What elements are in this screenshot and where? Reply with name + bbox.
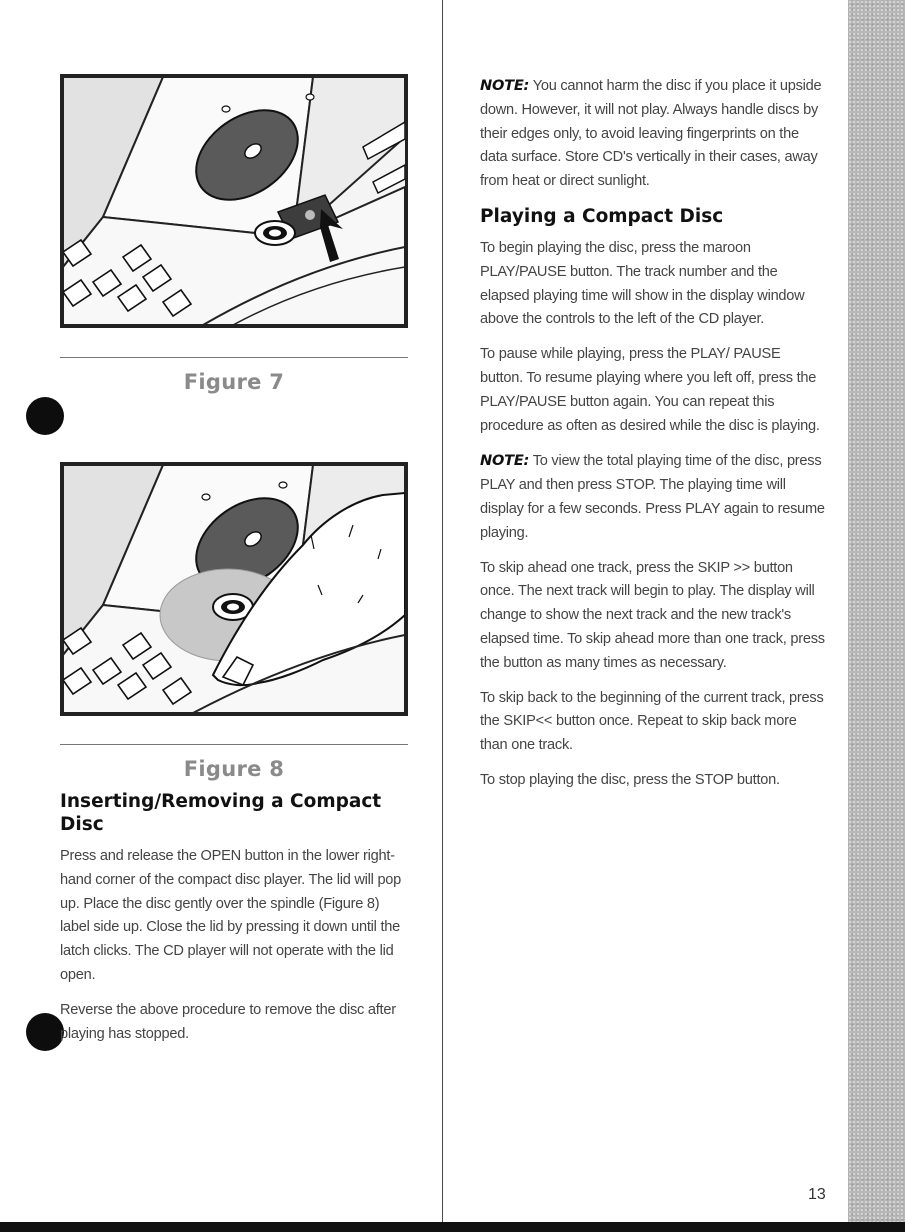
paragraph: To begin playing the disc, press the maroon PLAY/PAUSE button. The track number and the elapsed playing time will show in the display window above the controls to the left of the CD player.	[480, 239, 805, 328]
left-column	[60, 790, 410, 1057]
paragraph: To skip back to the beginning of the current track, press the SKIP<< button once. Repeat to skip back more than one track.	[480, 689, 824, 754]
note-label: NOTE:	[480, 452, 530, 470]
section-heading-inserting: Inserting/Removing a Compact Disc	[60, 791, 382, 835]
binder-hole	[26, 397, 64, 435]
page-gutter	[442, 0, 443, 1222]
figure-7-illustration	[60, 74, 408, 328]
note-paragraph	[480, 74, 825, 194]
figure-rule	[60, 744, 408, 745]
note-text: To view the total playing time of the disc, press PLAY and then press STOP. The playing time will display for a few seconds. Press PLAY again to resume playing.	[480, 453, 825, 541]
paragraph: To pause while playing, press the PLAY/ PAUSE button. To resume playing where you left off, press the PLAY/PAUSE button again. You can repeat this procedure as often as desired while the disc is playing.	[480, 346, 820, 434]
paragraph: To skip ahead one track, press the SKIP >> button once. The next track will begin to play. The display will change to show the next track and the new track's elapsed time. To skip ahead more than one track, press the button as many times as necessary.	[480, 559, 825, 671]
figure-8-illustration	[60, 462, 408, 716]
figure-8-caption: Figure 8	[183, 757, 285, 781]
binder-hole	[26, 1013, 64, 1051]
note-label: NOTE:	[480, 77, 530, 94]
paragraph: Reverse the above procedure to remove the disc after playing has stopped.	[60, 1001, 396, 1042]
right-column	[480, 74, 825, 804]
note-text: You cannot harm the disc if you place it upside down. However, it will not play. Always handle discs by their edges only, to avoid leaving fingerprints on the data surface. Store CD's vertically in their cases, away from heat or direct sunlight.	[480, 78, 822, 190]
page-number: 13	[808, 1186, 826, 1203]
section-heading-playing: Playing a Compact Disc	[480, 205, 724, 227]
scan-edge-strip	[848, 0, 905, 1222]
figure-rule	[60, 357, 408, 358]
note-paragraph	[480, 449, 825, 545]
paragraph: Press and release the OPEN button in the lower right-hand corner of the compact disc player. The lid will pop up. Place the disc gently over the spindle (Figure 8) label side up. Close the lid by pressing it down until the latch clicks. The CD player will not operate with the lid open.	[60, 848, 402, 983]
paragraph: To stop playing the disc, press the STOP button.	[480, 771, 780, 788]
scan-bottom-edge	[0, 1222, 905, 1232]
figure-7-caption: Figure 7	[183, 370, 285, 394]
